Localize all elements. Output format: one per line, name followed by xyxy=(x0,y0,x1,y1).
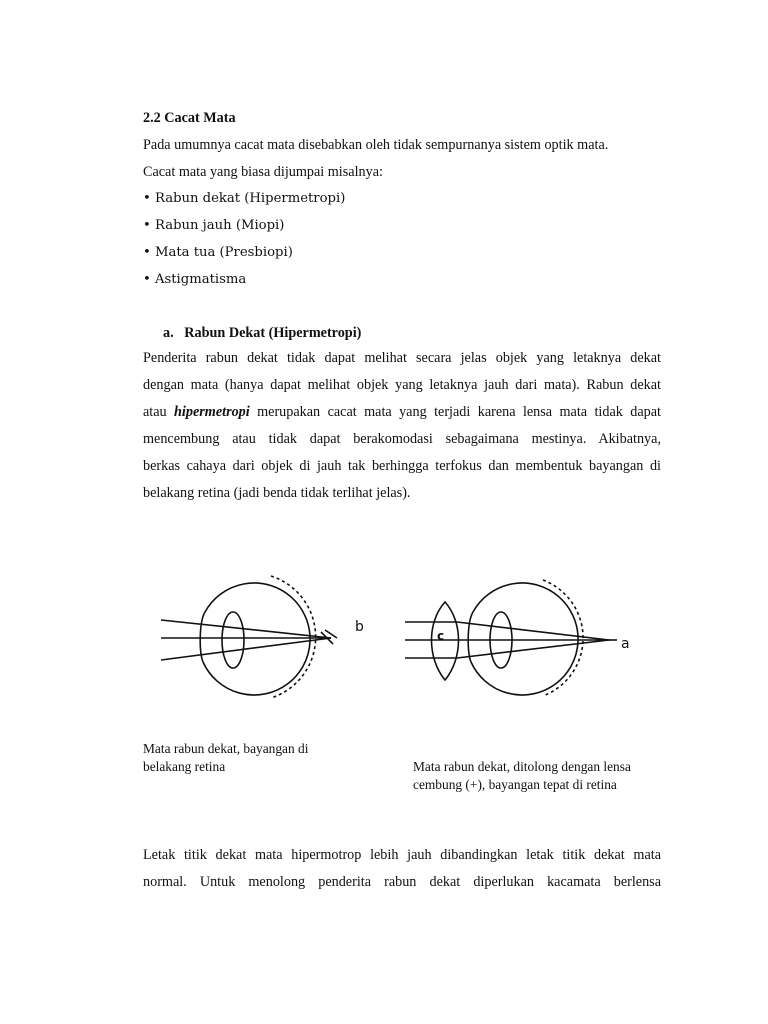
emphasis-term: hipermetropi xyxy=(174,404,250,420)
bullet-item: • Astigmatisma xyxy=(143,272,247,287)
normal-retina-dashed xyxy=(543,580,583,696)
paragraph-line: normal. Untuk menolong penderita rabun dekat diperlukan kacamata berlensa xyxy=(143,874,661,890)
paragraph-line xyxy=(143,399,661,426)
label-a: a xyxy=(621,636,630,652)
paragraph-line: belakang retina (jadi benda tidak terlihat jelas). xyxy=(143,485,411,501)
light-ray xyxy=(161,638,331,660)
section-title: 2.2 Cacat Mata xyxy=(143,110,236,126)
paragraph-line: Penderita rabun dekat tidak dapat melihat secara jelas objek yang letaknya dekat xyxy=(143,350,661,366)
paragraph-text: atau xyxy=(143,404,175,420)
bullet-item: • Rabun dekat (Hipermetropi) xyxy=(143,191,346,206)
caption-line: Mata rabun dekat, bayangan di xyxy=(143,741,309,756)
light-ray xyxy=(457,640,609,658)
caption-line: cembung (+), bayangan tepat di retina xyxy=(413,777,617,792)
left-eye-diagram xyxy=(161,576,337,698)
paragraph-line: berkas cahaya dari objek di jauh tak berhingga terfokus dan membentuk bayangan di xyxy=(143,458,661,474)
convex-lens xyxy=(432,602,459,680)
eye-diagram-figure xyxy=(143,552,653,720)
light-ray xyxy=(457,622,609,640)
paragraph-line: Letak titik dekat mata hipermotrop lebih jauh dibandingkan letak titik dekat mata xyxy=(143,847,661,863)
paragraph-hipermetropi xyxy=(143,345,661,507)
cornea xyxy=(468,612,473,662)
paragraph-line: dengan mata (hanya dapat melihat objek yang letaknya jauh dari mata). Rabun dekat xyxy=(143,377,661,393)
eye-lens xyxy=(222,612,244,668)
light-ray xyxy=(161,620,331,638)
intro-text: Pada umumnya cacat mata disebabkan oleh tidak sempurnanya sistem optik mata. xyxy=(143,137,609,153)
caption-line: belakang retina xyxy=(143,759,226,774)
caption-right xyxy=(413,758,631,794)
paragraph-text: merupakan cacat mata yang terjadi karena lensa mata tidak dapat xyxy=(249,404,661,420)
bullet-item: • Rabun jauh (Miopi) xyxy=(143,218,285,233)
subsection-title: a. Rabun Dekat (Hipermetropi) xyxy=(163,325,362,341)
label-c: c xyxy=(437,629,445,643)
caption-line: Mata rabun dekat, ditolong dengan lensa xyxy=(413,759,631,774)
caption-left xyxy=(143,740,308,776)
eyeball-outline xyxy=(203,583,310,695)
eyeball-outline xyxy=(471,583,578,695)
paragraph-line: mencembung atau tidak dapat berakomodasi sebagaimana mestinya. Akibatnya, xyxy=(143,431,661,447)
bullet-item: • Mata tua (Presbiopi) xyxy=(143,245,293,260)
label-b: b xyxy=(355,619,364,635)
list-intro-text: Cacat mata yang biasa dijumpai misalnya: xyxy=(143,164,383,180)
paragraph-closing xyxy=(143,842,661,896)
